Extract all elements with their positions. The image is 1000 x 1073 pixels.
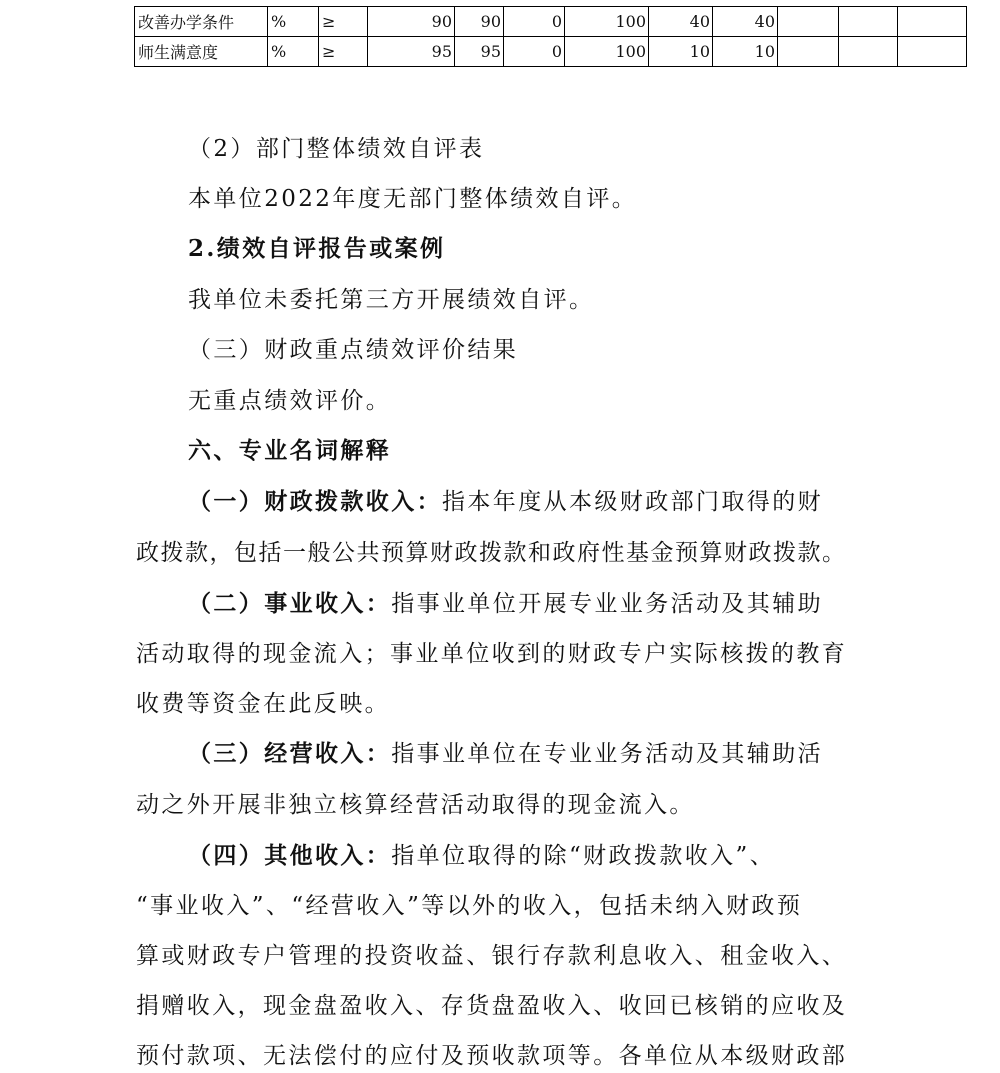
table-cell [839,7,898,37]
table-body [135,7,967,67]
table-cell: 90 [455,7,504,37]
definition-1-line-1 [188,487,823,517]
definition-4-line-4: 捐赠收入，现金盘盈收入、存货盘盈收入、收回已核销的应收及 [136,993,848,1019]
table-cell: 40 [713,7,778,37]
heading-dept-self-eval: （2）部门整体绩效自评表 [188,136,485,162]
table-cell [898,7,967,37]
definition-2-line-3: 收费等资金在此反映。 [136,691,390,717]
table-cell: 0 [504,7,565,37]
definition-1-line-2: 政拨款，包括一般公共预算财政拨款和政府性基金预算财政拨款。 [136,540,847,566]
table-cell: 100 [565,37,649,67]
table-cell: 95 [368,37,455,67]
paragraph-no-third-party: 我单位未委托第三方开展绩效自评。 [188,287,595,313]
table-cell: 10 [713,37,778,67]
definition-2-line-1 [188,589,823,619]
definition-1-text: 指本年度从本级财政部门取得的财 [442,489,823,515]
definition-3-line-2: 动之外开展非独立核算经营活动取得的现金流入。 [136,792,695,818]
definition-4-term: （四）其他收入： [188,842,392,869]
table-cell: 40 [649,7,713,37]
table-cell: 师生满意度 [135,37,268,67]
definition-2-text: 指事业单位开展专业业务活动及其辅助 [391,591,824,617]
table-cell: 改善办学条件 [135,7,268,37]
heading-key-eval-result: （三）财政重点绩效评价结果 [188,337,519,363]
paragraph-no-key-eval: 无重点绩效评价。 [188,388,392,414]
table-cell [778,37,839,67]
table-cell: 0 [504,37,565,67]
table-row [135,37,967,67]
definition-1-term: （一）财政拨款收入： [188,488,442,515]
table-cell: % [268,7,319,37]
definition-3-text: 指事业单位在专业业务活动及其辅助活 [391,741,824,767]
definition-4-line-5: 预付款项、无法偿付的应付及预收款项等。各单位从本级财政部 [136,1043,848,1069]
table-cell: 95 [455,37,504,67]
definition-4-line-1 [188,841,775,871]
paragraph-no-dept-eval: 本单位2022年度无部门整体绩效自评。 [188,186,638,212]
table-cell [778,7,839,37]
definition-2-line-2: 活动取得的现金流入；事业单位收到的财政专户实际核拨的教育 [136,641,848,667]
table-cell: % [268,37,319,67]
table-cell: 90 [368,7,455,37]
definition-2-term: （二）事业收入： [188,590,392,617]
performance-table [134,6,966,67]
table-cell: ≥ [319,37,368,67]
heading-self-eval-report: 2.绩效自评报告或案例 [188,235,446,262]
definition-4-line-2: “事业收入”、“经营收入”等以外的收入，包括未纳入财政预 [136,893,803,919]
definition-3-line-1 [188,739,823,769]
table-cell [839,37,898,67]
definition-3-term: （三）经营收入： [188,740,392,767]
definition-4-line-3: 算或财政专户管理的投资收益、银行存款利息收入、租金收入、 [136,943,848,969]
table-cell: ≥ [319,7,368,37]
table-cell: 10 [649,37,713,67]
definition-4-text: 指单位取得的除“财政拨款收入”、 [391,843,776,869]
table-cell [898,37,967,67]
heading-terms: 六、专业名词解释 [188,437,392,464]
table-row [135,7,967,37]
table-cell: 100 [565,7,649,37]
